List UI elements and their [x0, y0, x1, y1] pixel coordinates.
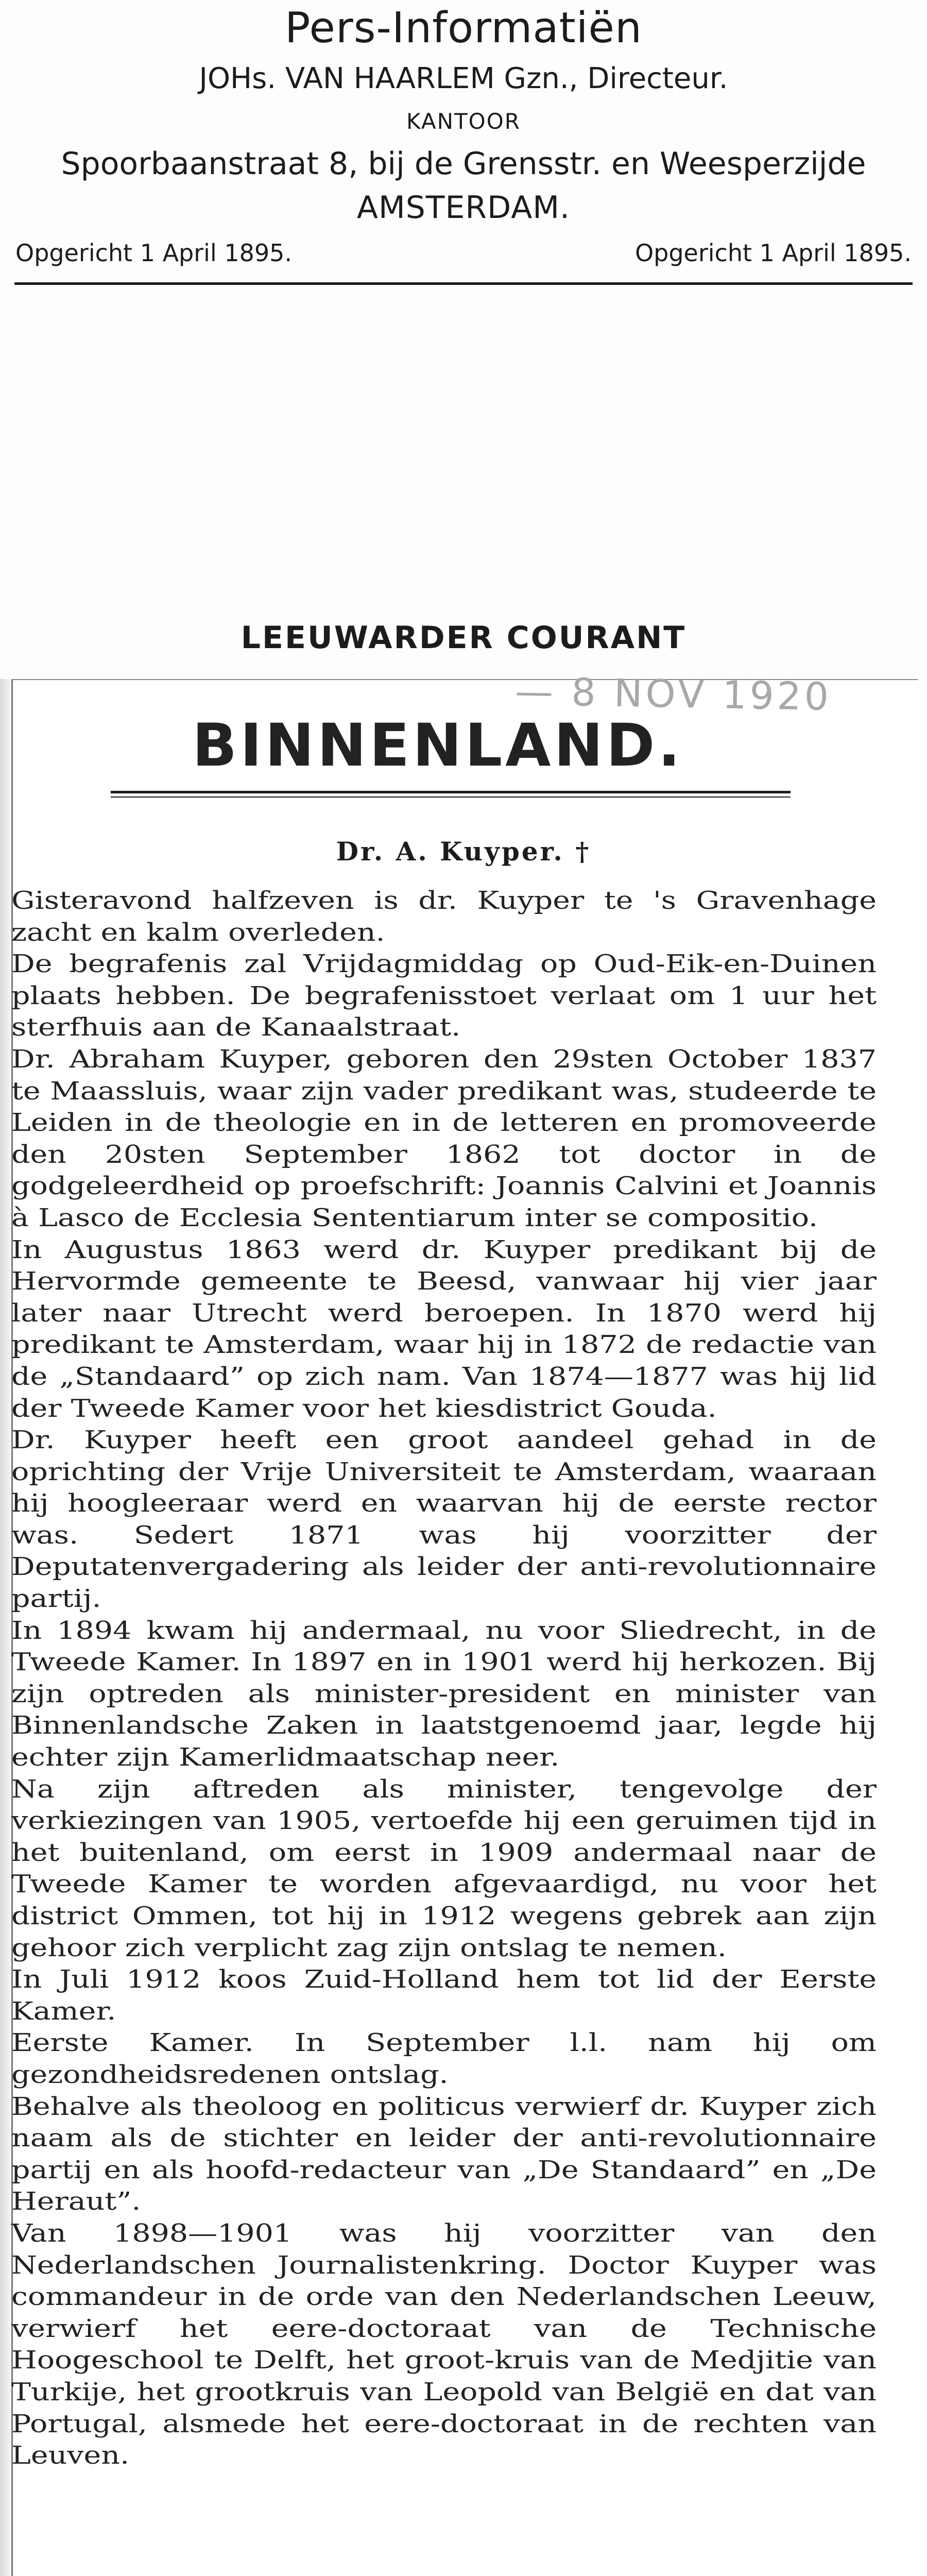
office-label: KANTOOR [406, 109, 521, 134]
paragraph: Na zijn aftreden als minister, tengevolge der verkiezingen van 1905, vertoefde hij een geruimen tijd in het buitenland, om eerst in 1909 andermaal naar de Tweede Kamer te worden afgevaardigd, nu voor het district Ommen, tot hij in 1912 wegens gebrek aan zijn gehoor zich verplicht zag zijn ontslag te nemen. [11, 1775, 877, 1962]
date-stamp-text: — 8 NOV 1920 [514, 669, 832, 719]
newspaper-name: LEEUWARDER COURANT [241, 620, 686, 656]
paragraph: Behalve als theoloog en politicus verwierf dr. Kuyper zich naam als de stichter en leider der anti-revolutionnaire partij en als hoofd-redacteur van „De Standaard” en „De Heraut”. [11, 2092, 877, 2216]
article-body [11, 885, 877, 2472]
paragraph: Dr. Abraham Kuyper, geboren den 29sten October 1837 te Maassluis, waar zijn vader predikant was, studeerde te Leiden in de theologie en in de letteren en promoveerde den 20sten September 1862 tot doctor in de godgeleerdheid op proefschrift: Joannis Calvini et Joannis à Lasco de Ecclesia Sententiarum inter se compositio. [11, 1045, 877, 1232]
section-rule-thin [111, 796, 791, 798]
clipping-shadow [0, 679, 11, 2576]
article-title: Dr. A. Kuyper. † [336, 836, 591, 867]
paragraph: De begrafenis zal Vrijdagmiddag op Oud-Eik-en-Duinen plaats hebben. De begrafenisstoet verlaat om 1 uur het sterfhuis aan de Kanaalstraat. [11, 950, 877, 1042]
paragraph: In 1894 kwam hij andermaal, nu voor Sliedrecht, in de Tweede Kamer. In 1897 en in 1901 werd hij herkozen. Bij zijn optreden als minister-president en minister van Binnenlandsche Zaken in laatstgenoemd jaar, legde hij echter zijn Kamerlidmaatschap neer. [11, 1616, 877, 1772]
section-rule [111, 791, 791, 793]
office-city: AMSTERDAM. [356, 190, 571, 226]
founded-left: Opgericht 1 April 1895. [15, 239, 293, 267]
paragraph: Gisteravond halfzeven is dr. Kuyper te 's Gravenhage zacht en kalm overleden. [11, 887, 877, 947]
paragraph: Eerste Kamer. In September l.l. nam hij om gezondheidsredenen ontslag. [11, 2029, 877, 2089]
masthead-rule [14, 282, 913, 285]
section-heading: BINNENLAND. [192, 711, 683, 779]
office-address: Spoorbaanstraat 8, bij de Grensstr. en Weesperzijde [61, 146, 866, 182]
paragraph: Dr. Kuyper heeft een groot aandeel gehad in de oprichting der Vrije Universiteit te Amsterdam, waaraan hij hoogleeraar werd en waarvan hij de eerste rector was. Sedert 1871 was hij voorzitter der Deputatenvergadering als leider der anti-revolutionnaire partij. [11, 1426, 877, 1614]
paragraph: Van 1898—1901 was hij voorzitter van den Nederlandschen Journalistenkring. Doctor Kuyper was commandeur in de orde van den Nederlandschen Leeuw, verwierf het eere-doctoraat van de Technische Hoogeschool te Delft, het groot-kruis van de Medjitie van Turkije, het grootkruis van Leopold van België en dat van Portugal, alsmede het eere-doctoraat in de rechten van Leuven. [11, 2219, 877, 2470]
paragraph: In Juli 1912 koos Zuid-Holland hem tot lid der Eerste Kamer. [11, 1965, 877, 2026]
masthead [0, 0, 927, 289]
director-line: JOHs. VAN HAARLEM Gzn., Directeur. [199, 62, 728, 95]
founded-right: Opgericht 1 April 1895. [634, 239, 912, 267]
agency-title: Pers-Informatiën [285, 4, 642, 53]
paragraph: In Augustus 1863 werd dr. Kuyper predikant bij de Hervormde gemeente te Beesd, vanwaar hij vier jaar later naar Utrecht werd beroepen. In 1870 werd hij predikant te Amsterdam, waar hij in 1872 de redactie van de „Standaard” op zich nam. Van 1874—1877 was hij lid der Tweede Kamer voor het kiesdistrict Gouda. [11, 1235, 877, 1423]
